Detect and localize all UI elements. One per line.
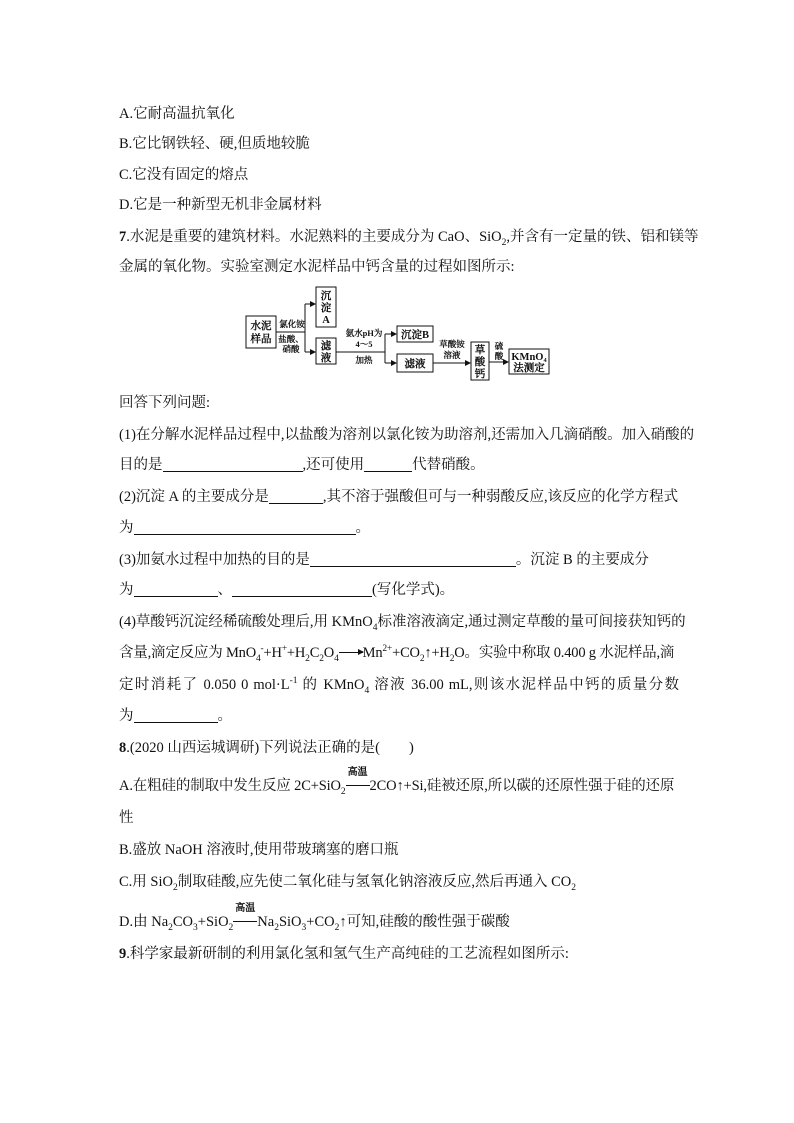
part-text: (写化学式)。: [372, 582, 455, 598]
calcium-oxalate-label-3: 钙: [474, 369, 486, 380]
q7-stem-line2: [119, 257, 679, 277]
part-text: 为: [119, 520, 134, 536]
precip-a-label-1: 沉: [320, 291, 332, 302]
part-text: 标准溶液滴定,通过测定草酸的量可间接获知钙的: [377, 614, 686, 630]
part-text: 、: [217, 582, 232, 598]
part-text: 为: [119, 582, 134, 598]
option-text: CO: [172, 914, 194, 930]
subscript: 4: [372, 622, 378, 633]
option-text: 性: [119, 810, 134, 826]
superscript: 2+: [382, 644, 393, 655]
stem-text: .水泥是重要的建筑材料。水泥熟料的主要成分为 CaO、SiO: [126, 229, 502, 245]
q8-option-a-line1: [119, 767, 679, 797]
q7-part4-line2: [119, 643, 679, 663]
q7-part2-line2: [119, 518, 679, 538]
reagent-1-bottom-1: 盐酸、: [278, 334, 304, 344]
part-text: +CO: [392, 645, 420, 661]
q7-part1-line1: [119, 425, 695, 445]
step-2-label-1: 氨水pH为: [345, 328, 383, 338]
question-number: 7: [119, 229, 127, 245]
question-number: 8: [119, 740, 127, 756]
flow-diagram: [245, 286, 555, 384]
filtrate-2-label: 滤液: [404, 359, 426, 370]
q6-option-b: [119, 134, 679, 154]
q8-option-b: [119, 840, 679, 860]
part-text: 含量,滴定反应为 MnO: [119, 645, 256, 661]
q7-stem-line1: [119, 227, 699, 248]
q8-option-c: [119, 872, 679, 892]
step-2-label-3: 加热: [355, 355, 373, 365]
option-text: A.它耐高温抗氧化: [119, 106, 235, 122]
subscript: 4: [255, 653, 261, 664]
kmno4-label-1: KMnO₄: [511, 352, 547, 363]
q7-part3-line1: [119, 550, 679, 570]
part-text: Mn: [362, 645, 383, 661]
condition-label: 高温: [347, 767, 368, 778]
answer-blank[interactable]: [134, 708, 218, 723]
stem-text: ,并含有一定量的铁、铝和镁等: [506, 229, 699, 245]
condition-bar: [233, 921, 257, 922]
part-text: 目的是: [119, 457, 163, 473]
condition-high-temp: [233, 903, 257, 932]
reaction-arrow: [339, 652, 363, 653]
filtrate-1-label-1: 滤: [320, 341, 332, 352]
q7-part4-line4: [119, 706, 679, 726]
answer-blank[interactable]: [232, 582, 372, 597]
step-4-label-1: 硫: [494, 341, 504, 351]
option-text: +CO: [306, 914, 335, 930]
part-text: 。沉淀 B 的主要成分: [515, 552, 649, 568]
calcium-oxalate-label-1: 草: [474, 345, 486, 356]
subscript: 4: [334, 653, 339, 664]
answer-blank[interactable]: [364, 457, 412, 472]
subscript: 2: [228, 922, 234, 933]
part-text: 溶液 36.00 mL,则该水泥样品中钙的质量分数: [369, 677, 679, 693]
stem-text: .(2020 山西运城调研)下列说法正确的是( ): [126, 740, 414, 756]
subscript: 4: [364, 685, 370, 696]
superscript: -1: [289, 676, 298, 687]
q9-stem: [119, 944, 679, 964]
part-text: +H: [286, 645, 306, 661]
subscript: 2: [274, 922, 279, 933]
part-text: (1)在分解水泥样品过程中,以盐酸为溶剂以氯化铵为助溶剂,还需加入几滴硝酸。加入硝酸的: [119, 427, 695, 443]
part-text: (3)加氨水过程中加热的目的是: [119, 552, 310, 568]
part-text: (4)草酸钙沉淀经稀硫酸处理后,用 KMnO: [119, 614, 373, 630]
option-text: B.它比钢铁轻、硬,但质地较脆: [119, 136, 310, 152]
part-text: ,还可使用: [302, 457, 365, 473]
part-text: 的 KMnO: [297, 677, 365, 693]
step-3-label-2: 溶液: [443, 350, 461, 360]
q8-stem: [119, 738, 679, 758]
subscript: 2: [419, 653, 425, 664]
part-text: 代替硝酸。: [412, 457, 485, 473]
option-text: B.盛放 NaOH 溶液时,使用带玻璃塞的磨口瓶: [119, 842, 399, 858]
part-text: ↑+H: [424, 645, 450, 661]
stem-text: .科学家最新研制的利用氯化氢和氢气生产高纯硅的工艺流程如图所示:: [126, 946, 569, 962]
step-4-label-2: 酸: [494, 351, 504, 361]
option-text: A.在粗硅的制取中发生反应 2C+SiO: [119, 778, 341, 794]
subscript: 2: [501, 237, 507, 248]
q7-prompt: [119, 393, 679, 413]
part-text: (2)沉淀 A 的主要成分是: [119, 489, 269, 505]
part-text: 。: [355, 520, 370, 536]
subscript: 2: [173, 882, 178, 893]
subscript: 2: [334, 922, 340, 933]
superscript: +: [281, 644, 287, 655]
answer-blank[interactable]: [310, 552, 516, 567]
part-text: C: [309, 645, 320, 661]
condition-label: 高温: [235, 903, 256, 914]
q7-part3-line2: [119, 580, 679, 600]
sample-label-2: 样品: [250, 334, 272, 345]
reagent-1-top: 氯化铵: [279, 319, 305, 329]
q6-option-a: [119, 104, 679, 124]
stem-text: 金属的氧化物。实验室测定水泥样品中钙含量的过程如图所示:: [119, 259, 515, 275]
subscript: 2: [449, 653, 455, 664]
part-text: 为: [119, 708, 134, 724]
precip-b-label: 沉淀B: [400, 330, 430, 341]
subscript: 2: [319, 653, 324, 664]
part-text: +H: [263, 645, 282, 661]
step-2-label-2: 4～5: [355, 339, 373, 349]
precip-a-label-2: 淀: [320, 303, 332, 314]
option-text: Na: [257, 914, 275, 930]
q7-part4-line1: [119, 612, 686, 633]
option-text: D.由 Na: [119, 914, 169, 930]
part-text: O。实验中称取 0.400 g 水泥样品,滴: [454, 645, 675, 661]
condition-bar: [346, 785, 370, 786]
subscript: 3: [301, 922, 307, 933]
sample-label-1: 水泥: [250, 321, 272, 332]
part-text: ,其不溶于强酸但可与一种弱酸反应,该反应的化学方程式: [322, 489, 679, 505]
option-text: C.用 SiO: [119, 874, 173, 890]
option-text: D.它是一种新型无机非金属材料: [119, 197, 322, 213]
q7-part4-line3: [119, 675, 679, 695]
subscript: 2: [168, 922, 173, 933]
answer-blank[interactable]: [163, 457, 303, 472]
answer-blank[interactable]: [134, 582, 218, 597]
kmno4-label-2: 法测定: [513, 363, 545, 374]
q6-option-c: [119, 165, 679, 185]
q8-option-a-line2: [119, 808, 679, 828]
part-text: 。: [217, 708, 232, 724]
subscript: 2: [305, 653, 310, 664]
subscript: 2: [571, 882, 577, 893]
step-3-label-1: 草酸铵: [439, 339, 465, 349]
option-text: C.它没有固定的熔点: [119, 167, 249, 183]
q8-option-d: [119, 903, 679, 933]
subscript: 3: [193, 922, 198, 933]
q7-part2-line1: [119, 487, 679, 507]
option-text: SiO: [278, 914, 302, 930]
superscript: -: [260, 644, 264, 655]
q6-option-d: [119, 195, 679, 215]
q7-part1-line2: [119, 455, 679, 475]
answer-blank[interactable]: [134, 520, 356, 535]
question-number: 9: [119, 946, 127, 962]
part-text: 定时消耗了 0.050 0 mol·L: [119, 677, 290, 693]
option-text: 2CO↑+Si,硅被还原,所以碳的还原性强于硅的还原: [369, 778, 675, 794]
answer-blank[interactable]: [269, 489, 323, 504]
option-text: 制取硅酸,应先使二氧化硅与氢氧化钠溶液反应,然后再通入 CO: [177, 874, 572, 890]
part-text: O: [323, 645, 335, 661]
calcium-oxalate-label-2: 酸: [474, 357, 486, 368]
condition-high-temp: [346, 767, 370, 796]
option-text: +SiO: [197, 914, 229, 930]
prompt-text: 回答下列问题:: [119, 395, 211, 411]
option-text: ↑可知,硅酸的酸性强于碳酸: [339, 914, 510, 930]
filtrate-1-label-2: 液: [320, 353, 332, 364]
precip-a-label-3: A: [322, 315, 330, 326]
reagent-1-bottom-2: 硝酸: [282, 344, 300, 354]
subscript: 2: [340, 786, 346, 797]
